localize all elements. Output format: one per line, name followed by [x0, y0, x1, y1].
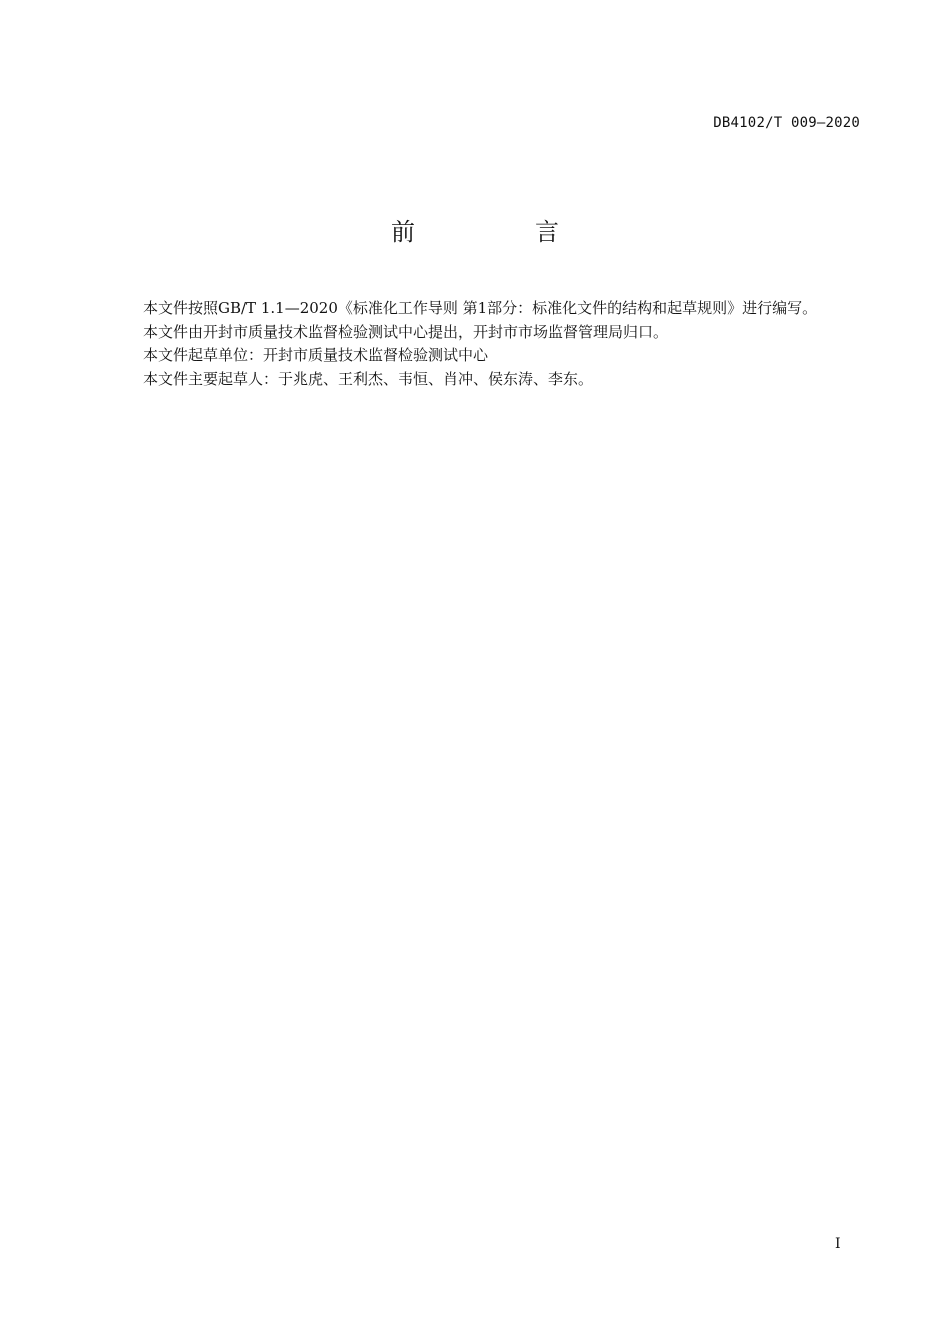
paragraph-drafters: 本文件主要起草人：于兆虎、王利杰、韦恒、肖冲、侯东涛、李东。	[143, 369, 594, 388]
paragraph-drafting-unit: 本文件起草单位：开封市质量技术监督检验测试中心	[143, 346, 489, 364]
foreword-body	[113, 297, 858, 391]
page-title: 前 言	[391, 218, 607, 246]
paragraph-drafting-rules: 本文件按照GB/T 1.1—2020《标准化工作导则 第1部分：标准化文件的结构和起草规则》进行编写。	[143, 299, 818, 317]
paragraph-proposer: 本文件由开封市质量技术监督检验测试中心提出，开封市市场监督管理局归口。	[143, 322, 669, 341]
page-number: I	[835, 1236, 841, 1252]
document-code: DB4102/T 009—2020	[713, 115, 860, 131]
